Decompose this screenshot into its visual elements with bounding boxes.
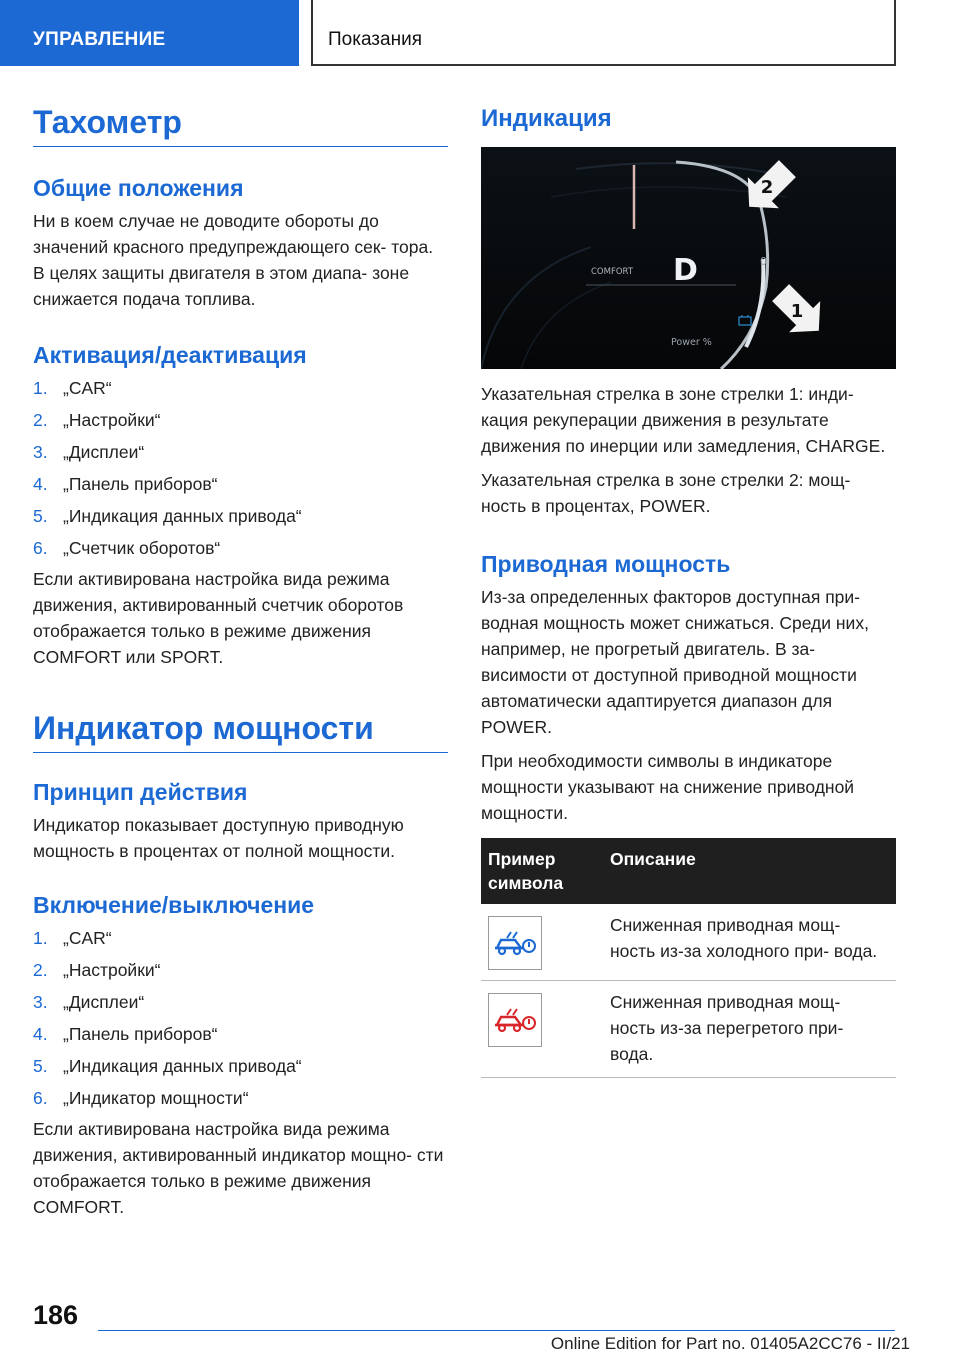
- drive-power-title: Приводная мощность: [481, 551, 731, 577]
- edition-footer: Online Edition for Part no. 01405A2CC76 - II/21: [550, 1334, 910, 1353]
- table-row: [481, 904, 896, 981]
- list-item: 5. „Индикация данных привода“: [33, 1056, 302, 1076]
- power-indicator-title: Индикатор мощности: [33, 708, 448, 753]
- onoff-note: Если активирована настройка вида режима движения, активированный индикатор мощно- сти отображается только в режиме движения COMFORT.: [33, 1119, 444, 1217]
- right-column: [481, 102, 896, 1078]
- drive-power-text-2: При необходимости символы в индикаторе мощности указывают на снижение приводной мощности.: [481, 751, 855, 823]
- left-column: [33, 102, 448, 1220]
- column-header-symbol: Пример символа: [481, 838, 603, 904]
- tachometer-title: Тахометр: [33, 102, 448, 147]
- column-header-description: Описание: [603, 838, 896, 904]
- svg-text:0: 0: [760, 255, 767, 268]
- footer-rule: [98, 1330, 895, 1331]
- car-power-reduced-hot-icon: [488, 993, 542, 1047]
- onoff-title: Включение/выключение: [33, 892, 315, 918]
- general-text: Ни в коем случае не доводите обороты до значений красного предупреждающего сек- тора. В целях защиты двигателя в этом диапа- зоне снижается подача топлива.: [33, 211, 434, 309]
- page-number: 186: [33, 1300, 79, 1330]
- list-item: 3. „Дисплеи“: [33, 442, 145, 462]
- activation-title: Активация/деактивация: [33, 342, 307, 368]
- svg-text:D: D: [673, 253, 698, 288]
- principle-text: Индикатор показывает доступную приводную мощность в процентах от полной мощности.: [33, 815, 404, 861]
- cluster-illustration: [481, 147, 896, 369]
- symbol-table: [481, 838, 896, 1078]
- svg-text:COMFORT: COMFORT: [591, 267, 634, 277]
- section-header: УПРАВЛЕНИЕ: [0, 0, 299, 66]
- onoff-steps: [33, 922, 448, 1114]
- instrument-cluster-image: [481, 147, 896, 369]
- svg-text:Power %: Power %: [671, 337, 712, 348]
- indication-title: Индикация: [481, 105, 612, 132]
- list-item: 6. „Индикатор мощности“: [33, 1088, 249, 1108]
- chapter-header: Показания: [311, 0, 896, 66]
- car-power-reduced-cold-icon: [488, 916, 542, 970]
- indication-para-1: Указательная стрелка в зоне стрелки 1: инди- кация рекуперации движения в результате движения по инерции или замедления, CHARGE.: [481, 384, 886, 456]
- drive-power-text: Из-за определенных факторов доступная при- водная мощность может снижаться. Среди них, например, не прогретый двигатель. В за- висимости от доступной приводной мощности автоматически адаптируется диапазон для POWER.: [481, 587, 869, 737]
- list-item: 2. „Настройки“: [33, 410, 161, 430]
- table-row: [481, 981, 896, 1078]
- indication-para-2: Указательная стрелка в зоне стрелки 2: мощ- ность в процентах, POWER.: [481, 470, 851, 516]
- list-item: 6. „Счетчик оборотов“: [33, 538, 221, 558]
- list-item: 4. „Панель приборов“: [33, 474, 218, 494]
- list-item: 1. „CAR“: [33, 928, 112, 948]
- table-header-row: [481, 838, 896, 904]
- general-title: Общие положения: [33, 175, 244, 201]
- list-item: 2. „Настройки“: [33, 960, 161, 980]
- principle-title: Принцип действия: [33, 779, 248, 805]
- list-item: 3. „Дисплеи“: [33, 992, 145, 1012]
- row-description: Сниженная приводная мощ- ность из-за перегретого при- вода.: [603, 981, 896, 1078]
- row-description: Сниженная приводная мощ- ность из-за холодного при- вода.: [603, 904, 896, 981]
- activation-steps: [33, 372, 448, 564]
- svg-text:1: 1: [790, 301, 804, 322]
- list-item: 4. „Панель приборов“: [33, 1024, 218, 1044]
- activation-note: Если активирована настройка вида режима движения, активированный счетчик оборотов отображается только в режиме движения COMFORT или SPORT.: [33, 569, 404, 667]
- svg-text:2: 2: [760, 177, 774, 198]
- list-item: 5. „Индикация данных привода“: [33, 506, 302, 526]
- list-item: 1. „CAR“: [33, 378, 112, 398]
